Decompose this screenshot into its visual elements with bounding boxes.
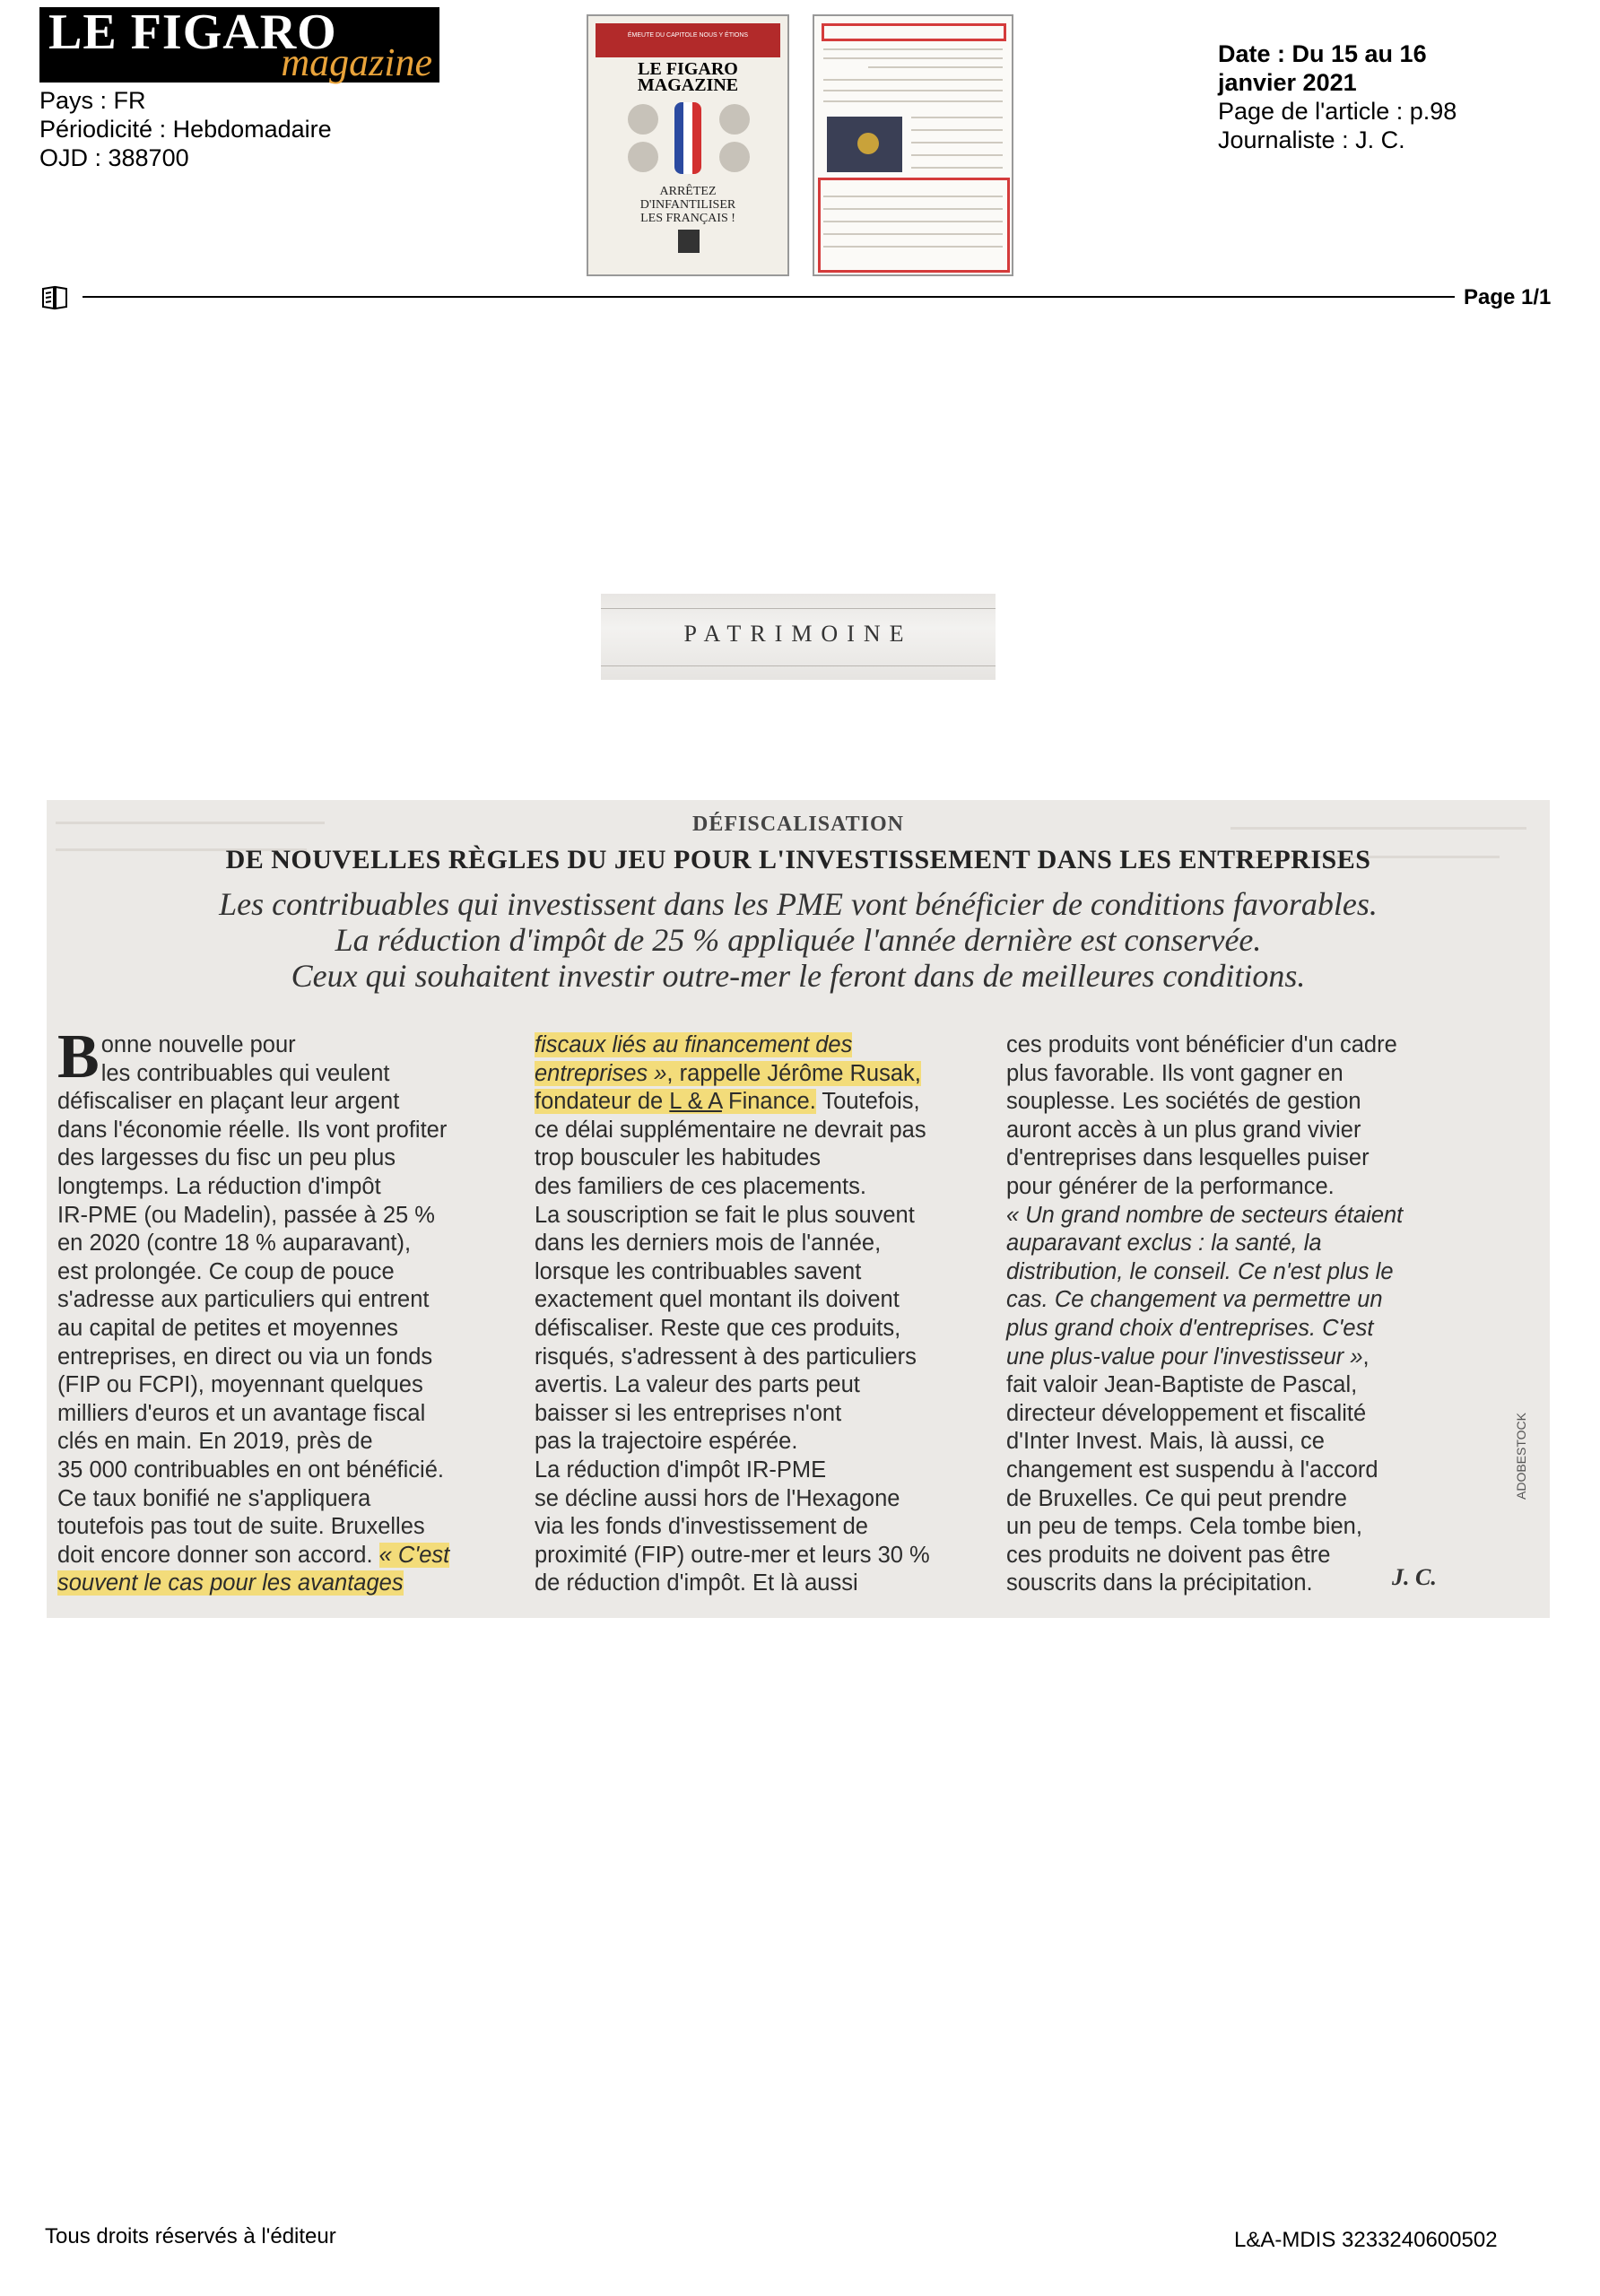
text-fragment: fondateur de xyxy=(535,1089,670,1115)
text-line: trop bousculer les habitudes xyxy=(535,1145,821,1171)
cover-headline-line2: D'INFANTILISER xyxy=(639,198,736,212)
text-line: baisser si les entreprises n'ont xyxy=(535,1400,842,1426)
page-thumb-line xyxy=(823,48,1003,50)
page-thumb-line xyxy=(911,129,1003,131)
cover-title xyxy=(588,61,787,93)
article-column-1 xyxy=(57,1022,524,1598)
quote-line: « Un grand nombre de secteurs étaient xyxy=(1006,1202,1404,1228)
text-fragment: Finance. xyxy=(721,1089,816,1115)
text-line: au capital de petites et moyennes xyxy=(57,1315,398,1341)
text-line: longtemps. La réduction d'impôt xyxy=(57,1173,381,1199)
text-line: d'Inter Invest. Mais, là aussi, ce xyxy=(1006,1429,1325,1455)
publication-logo xyxy=(39,4,439,84)
text-line: lorsque les contribuables savent xyxy=(535,1258,862,1284)
dropcap: B xyxy=(57,1022,100,1091)
cover-title-line1: LE FIGARO xyxy=(638,59,738,79)
meta-ojd: OJD : 388700 xyxy=(39,144,189,171)
cover-icon-1 xyxy=(628,104,658,135)
text-line xyxy=(57,1570,524,1598)
cover-icon-4 xyxy=(719,142,750,172)
logo-sub: magazine xyxy=(281,40,432,84)
rubric-text: PATRIMOINE xyxy=(683,621,913,647)
text-line: clés en main. En 2019, près de xyxy=(57,1429,373,1455)
text-line xyxy=(535,1088,1001,1117)
text-line: entreprises, en direct ou via un fonds xyxy=(57,1344,433,1370)
meta-left xyxy=(39,86,332,172)
quote-line: distribution, le conseil. Ce n'est plus le xyxy=(1006,1258,1394,1284)
text-line: d'entreprises dans lesquelles puiser xyxy=(1006,1145,1370,1171)
text-line: (FIP ou FCPI), moyennant quelques xyxy=(57,1372,423,1398)
text-line: Ce taux bonifié ne s'appliquera xyxy=(57,1485,371,1511)
cover-bottle-image xyxy=(674,102,701,174)
text-line xyxy=(1006,1344,1473,1372)
article-column-3 xyxy=(1006,1031,1473,1598)
text-line: souscrits dans la précipitation. xyxy=(1006,1570,1313,1596)
page-thumb-line xyxy=(823,196,1003,197)
page-thumb-line xyxy=(823,90,1003,91)
text-line: via les fonds d'investissement de xyxy=(535,1514,868,1540)
highlighted-quote: fiscaux liés au financement des xyxy=(535,1032,853,1057)
text-line: est prolongée. Ce coup de pouce xyxy=(57,1258,395,1284)
text-line: fait valoir Jean-Baptiste de Pascal, xyxy=(1006,1372,1358,1398)
article-clipping xyxy=(47,800,1550,1618)
text-line xyxy=(535,1031,1001,1060)
highlighted-quote: « C'est xyxy=(378,1542,450,1568)
text-line: risqués, s'adressent à des particuliers xyxy=(535,1344,917,1370)
page-thumb-highlight-article xyxy=(818,178,1010,273)
page-thumb-line xyxy=(823,57,1003,59)
text-line: dans les derniers mois de l'année, xyxy=(535,1231,882,1257)
page-thumb-line xyxy=(823,100,1003,102)
meta-journalist: Journaliste : J. C. xyxy=(1218,126,1405,153)
text-line: souplesse. Les sociétés de gestion xyxy=(1006,1089,1361,1115)
page-thumb-bitcoin-image xyxy=(827,117,902,172)
text-line: ce délai supplémentaire ne devrait pas xyxy=(535,1117,926,1143)
meta-periodicity: Périodicité : Hebdomadaire xyxy=(39,116,332,143)
text-line: La réduction d'impôt IR-PME xyxy=(535,1457,827,1483)
text-line: s'adresse aux particuliers qui entrent xyxy=(57,1287,430,1313)
logo-brand: LE FIGARO xyxy=(48,4,337,60)
article-headline: DE NOUVELLES RÈGLES DU JEU POUR L'INVESTISSEMENT DANS LES ENTREPRISES xyxy=(225,845,1371,874)
text-line: plus favorable. Ils vont gagner en xyxy=(1006,1060,1343,1086)
text-fragment: Toutefois, xyxy=(815,1089,920,1115)
cover-band xyxy=(596,23,780,57)
cover-band-text: ÉMEUTE DU CAPITOLE NOUS Y ÉTIONS xyxy=(627,32,749,39)
photo-credit: ADOBESTOCK xyxy=(1514,1413,1528,1500)
text-line: des familiers de ces placements. xyxy=(535,1173,866,1199)
text-fragment: doit encore donner son accord. xyxy=(57,1542,379,1568)
text-line: auront accès à un plus grand vivier xyxy=(1006,1117,1361,1143)
article-section: DÉFISCALISATION xyxy=(692,813,904,836)
text-line: défiscaliser en plaçant leur argent xyxy=(57,1089,400,1115)
page-thumb-highlight-top xyxy=(822,23,1006,41)
cover-icon-3 xyxy=(628,142,658,172)
text-line xyxy=(57,1542,524,1570)
page-thumb-line xyxy=(868,66,1003,68)
text-line: des largesses du fisc un peu plus xyxy=(57,1145,396,1171)
page-thumb-line xyxy=(823,233,1003,235)
text-line: avertis. La valeur des parts peut xyxy=(535,1372,860,1398)
text-line: de réduction d'impôt. Et là aussi xyxy=(535,1570,858,1596)
cover-portrait xyxy=(678,230,700,253)
text-line: pour générer de la performance. xyxy=(1006,1173,1335,1199)
page-thumb-line xyxy=(823,221,1003,222)
cover-icon-2 xyxy=(719,104,750,135)
standfirst-line: Ceux qui souhaitent investir outre-mer le feront dans de meilleures conditions. xyxy=(291,958,1306,994)
article-column-2 xyxy=(535,1031,1001,1598)
text-line xyxy=(535,1060,1001,1089)
meta-right xyxy=(1218,39,1457,154)
page-thumb-line xyxy=(823,208,1003,210)
highlighted-text xyxy=(535,1089,816,1114)
text-line: milliers d'euros et un avantage fiscal xyxy=(57,1400,426,1426)
quote-line: auparavant exclus : la santé, la xyxy=(1006,1231,1322,1257)
text-line: pas la trajectoire espérée. xyxy=(535,1429,798,1455)
footer-rights: Tous droits réservés à l'éditeur xyxy=(45,2224,336,2248)
company-name: L & A xyxy=(669,1089,722,1115)
page-thumb-line xyxy=(823,246,1003,248)
page-thumbnail xyxy=(813,14,1013,276)
page-thumb-line xyxy=(823,79,1003,81)
header-rule xyxy=(83,296,1455,298)
text-line: onne nouvelle pour xyxy=(100,1032,296,1057)
meta-country: Pays : FR xyxy=(39,87,146,114)
text-fragment: , rappelle Jérôme Rusak, xyxy=(666,1060,921,1086)
text-line: dans l'économie réelle. Ils vont profiter xyxy=(57,1117,448,1143)
text-line: défiscaliser. Reste que ces produits, xyxy=(535,1315,901,1341)
highlighted-quote: souvent le cas pour les avantages xyxy=(57,1570,404,1596)
footer-reference: L&A-MDIS 3233240600502 xyxy=(1234,2228,1498,2252)
quote-line: plus grand choix d'entreprises. C'est xyxy=(1006,1315,1374,1341)
text-line: un peu de temps. Cela tombe bien, xyxy=(1006,1514,1362,1540)
article-standfirst xyxy=(47,886,1550,994)
meta-date-line1: Date : Du 15 au 16 xyxy=(1218,40,1427,67)
book-icon xyxy=(41,285,68,310)
text-line: exactement quel montant ils doivent xyxy=(535,1287,900,1313)
cover-title-line2: MAGAZINE xyxy=(637,75,739,95)
text-line: 35 000 contribuables en ont bénéficié. xyxy=(57,1457,444,1483)
page-thumb-line xyxy=(911,117,1003,118)
highlighted-text xyxy=(535,1061,921,1086)
text-line: en 2020 (contre 18 % auparavant), xyxy=(57,1231,412,1257)
page-thumb-line xyxy=(911,154,1003,156)
cover-thumbnail xyxy=(587,14,789,276)
text-line: IR-PME (ou Madelin), passée à 25 % xyxy=(57,1202,435,1228)
text-fragment: , xyxy=(1362,1344,1370,1370)
cover-headline xyxy=(588,185,787,225)
text-line: de Bruxelles. Ce qui peut prendre xyxy=(1006,1485,1347,1511)
standfirst-line: La réduction d'impôt de 25 % appliquée l'année dernière est conservée. xyxy=(335,922,1262,958)
standfirst-line: Les contribuables qui investissent dans les PME vont bénéficier de conditions favorables. xyxy=(219,886,1378,922)
cover-headline-line1: ARRÊTEZ xyxy=(659,185,717,198)
text-line: toutefois pas tout de suite. Bruxelles xyxy=(57,1514,425,1540)
text-line: se décline aussi hors de l'Hexagone xyxy=(535,1485,900,1511)
article-signature: J. C. xyxy=(1392,1564,1437,1590)
text-line: ces produits ne doivent pas être xyxy=(1006,1542,1331,1568)
meta-page: Page de l'article : p.98 xyxy=(1218,98,1457,125)
quote-line: cas. Ce changement va permettre un xyxy=(1006,1287,1383,1313)
text-line: changement est suspendu à l'accord xyxy=(1006,1457,1378,1483)
text-line: les contribuables qui veulent xyxy=(100,1060,390,1086)
text-line: directeur développement et fiscalité xyxy=(1006,1400,1367,1426)
cover-headline-line3: LES FRANÇAIS ! xyxy=(640,212,735,225)
text-line: La souscription se fait le plus souvent xyxy=(535,1202,915,1228)
quote-fragment: une plus-value pour l'investisseur » xyxy=(1006,1344,1363,1370)
text-line: ces produits vont bénéficier d'un cadre xyxy=(1006,1032,1397,1057)
page-label: Page 1/1 xyxy=(1464,285,1552,309)
page-thumb-line xyxy=(911,167,1003,169)
page-thumb-line xyxy=(911,142,1003,144)
text-line: proximité (FIP) outre-mer et leurs 30 % xyxy=(535,1542,930,1568)
rubric-banner xyxy=(601,594,996,680)
quote-fragment: entreprises » xyxy=(535,1060,667,1086)
meta-date-line2: janvier 2021 xyxy=(1218,69,1357,96)
